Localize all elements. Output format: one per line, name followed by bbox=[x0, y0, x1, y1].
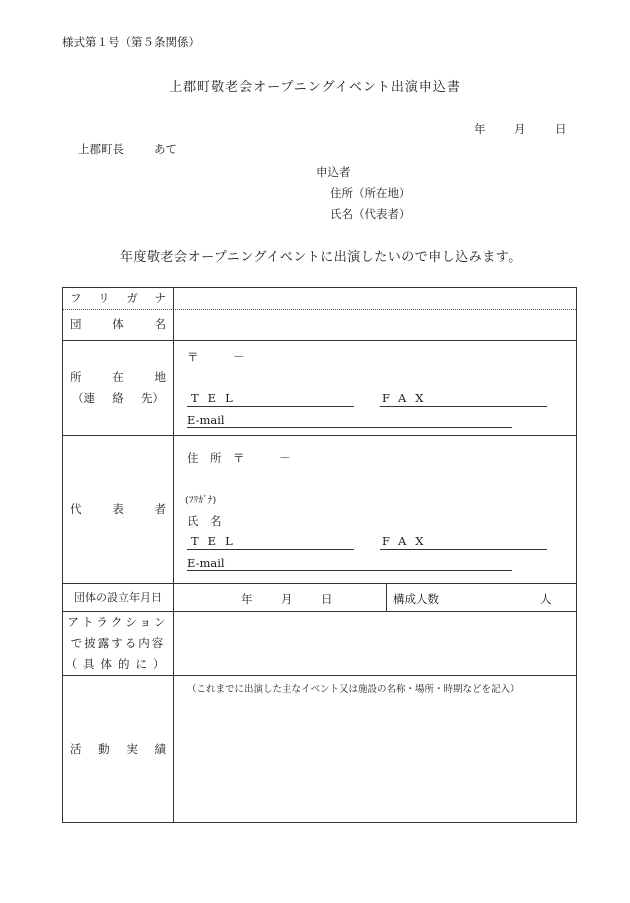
label-char: 名 bbox=[154, 317, 166, 331]
label-char: 績 bbox=[154, 741, 166, 756]
established-day: 日 bbox=[321, 592, 333, 606]
representative-email-label: E-mail bbox=[187, 556, 225, 570]
addressee-name: 上郡町長 bbox=[78, 142, 124, 156]
representative-tel-label: TEL bbox=[191, 534, 242, 548]
date-month: 月 bbox=[514, 122, 526, 136]
label-char: 団 bbox=[70, 317, 82, 331]
representative-address: 住 所 〒 － bbox=[187, 451, 291, 465]
location-postal: 〒 － bbox=[187, 350, 245, 364]
location-email-line bbox=[187, 427, 512, 428]
established-month: 月 bbox=[281, 592, 293, 606]
label-char: 者 bbox=[154, 501, 166, 516]
members-unit: 人 bbox=[540, 592, 552, 606]
representative-tel-line bbox=[187, 549, 354, 550]
furigana-label bbox=[63, 288, 173, 309]
label-char: 活 bbox=[70, 741, 82, 756]
established-label: 団体の設立年月日 bbox=[74, 590, 162, 604]
location-fax-label: FAX bbox=[382, 391, 433, 405]
label-char: 代 bbox=[70, 501, 82, 516]
location-email-label: E-mail bbox=[187, 413, 225, 427]
members-label: 構成人数 bbox=[393, 592, 439, 606]
performance-note: （これまでに出演した主なイベント又は施設の名称・場所・時期などを記入） bbox=[187, 684, 520, 695]
location-tel-line bbox=[187, 406, 354, 407]
group-name-label bbox=[63, 309, 173, 340]
column-divider bbox=[173, 288, 174, 823]
representative-name: 氏 名 bbox=[187, 514, 222, 528]
label-char: 絡 bbox=[112, 390, 124, 405]
attraction-line1: アトラクション bbox=[67, 614, 169, 629]
representative-fax-line bbox=[380, 549, 547, 550]
attraction-line3: （具体的に） bbox=[65, 656, 171, 671]
label-char: 体 bbox=[112, 317, 124, 331]
date-year: 年 bbox=[474, 122, 486, 136]
established-year: 年 bbox=[241, 592, 253, 606]
representative-email-line bbox=[187, 570, 512, 571]
label-char: 先） bbox=[141, 390, 164, 405]
location-fax-line bbox=[380, 406, 547, 407]
label-char: フ bbox=[70, 291, 82, 305]
form-number: 様式第１号（第５条関係） bbox=[62, 35, 200, 49]
applicant-name-label: 氏名（代表者） bbox=[330, 207, 411, 221]
label-char: ガ bbox=[126, 291, 138, 305]
applicant-address-label: 住所（所在地） bbox=[330, 186, 411, 200]
label-char: 動 bbox=[98, 741, 110, 756]
application-statement: 年度敬老会オープニングイベントに出演したいので申し込みます。 bbox=[120, 250, 522, 265]
label-char: 所 bbox=[70, 369, 82, 384]
label-char: （連 bbox=[72, 390, 95, 405]
representative-fax-label: FAX bbox=[382, 534, 433, 548]
label-char: 地 bbox=[154, 369, 166, 384]
date-day: 日 bbox=[555, 122, 567, 136]
column-divider bbox=[386, 583, 387, 611]
label-char: 在 bbox=[112, 369, 124, 384]
applicant-label: 申込者 bbox=[316, 165, 351, 179]
location-label bbox=[63, 340, 173, 435]
attraction-label bbox=[63, 611, 173, 675]
addressee bbox=[78, 141, 177, 157]
label-char: リ bbox=[98, 291, 110, 305]
addressee-suffix: あて bbox=[154, 142, 177, 156]
attraction-line2: で披露する内容 bbox=[70, 635, 166, 650]
document-title: 上郡町敬老会オープニングイベント出演申込書 bbox=[169, 80, 461, 95]
application-table bbox=[62, 287, 577, 823]
label-char: ナ bbox=[154, 291, 166, 305]
label-char: 表 bbox=[112, 501, 124, 516]
representative-label bbox=[63, 435, 173, 583]
location-tel-label: TEL bbox=[191, 391, 242, 405]
representative-furigana: (ﾌﾘｶﾞﾅ) bbox=[185, 495, 217, 506]
label-char: 実 bbox=[126, 741, 138, 756]
performance-label bbox=[63, 675, 173, 823]
